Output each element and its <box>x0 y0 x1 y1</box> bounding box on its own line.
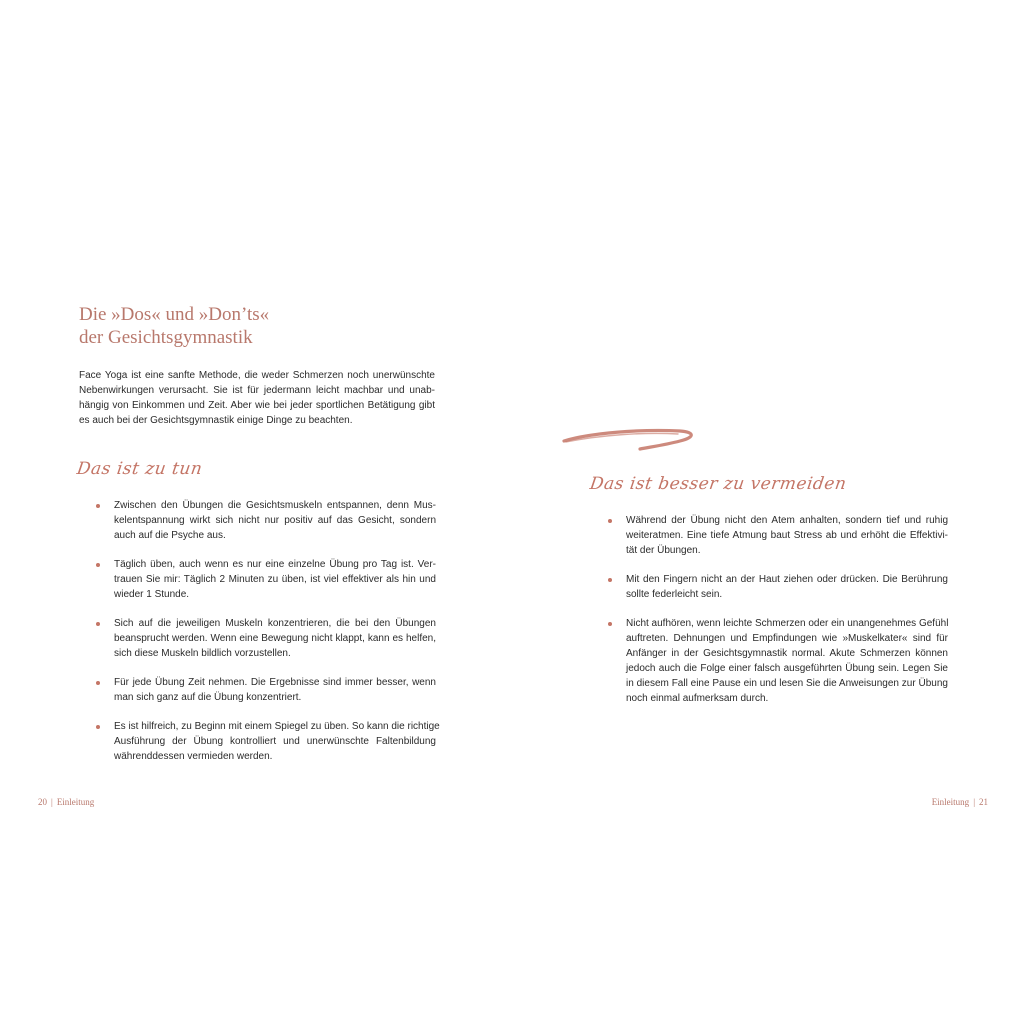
list-item-text <box>114 616 436 661</box>
text-line: Anfänger in der Gesichtsgymnastik normal. Akute Schmerzen können <box>626 648 948 659</box>
list-item <box>608 572 948 602</box>
bullet-dot-icon <box>96 681 100 685</box>
list-item <box>96 719 440 764</box>
text-line: auch auf die Psyche aus. <box>114 530 226 541</box>
text-line: Während der Übung nicht den Atem anhalten, sondern tief und ruhig <box>626 515 948 526</box>
list-item-text <box>114 719 440 764</box>
bullet-dot-icon <box>608 578 612 582</box>
text-line: Sich auf die jeweiligen Muskeln konzentrieren, die bei den Übungen <box>114 618 436 629</box>
do-list <box>96 498 440 778</box>
text-line: Mit den Fingern nicht an der Haut ziehen oder drücken. Die Berührung <box>626 574 948 585</box>
folio-separator: | <box>973 797 975 807</box>
text-line: kelentspannung wirkt sich nicht nur positiv auf das Gesicht, sondern <box>114 515 436 526</box>
text-line: Zwischen den Übungen die Gesichtsmuskeln entspannen, denn Mus- <box>114 500 436 511</box>
dont-list <box>608 513 948 720</box>
text-line: man sich ganz auf die Übung konzentriert. <box>114 692 302 703</box>
page-number: 20 <box>38 797 47 807</box>
text-line: Ausführung der Übung kontrolliert und unerwünschte Faltenbildung <box>114 736 436 747</box>
list-item <box>96 616 436 661</box>
list-item <box>96 675 436 705</box>
right-page <box>512 0 1024 1024</box>
text-line: währenddessen vermieden werden. <box>114 751 273 762</box>
bullet-dot-icon <box>608 622 612 626</box>
list-item-text <box>114 498 436 543</box>
list-item-text <box>626 513 948 558</box>
text-line: beansprucht werden. Wenn eine Bewegung nicht klappt, kann es helfen, <box>114 633 436 644</box>
text-line: Nicht aufhören, wenn leichte Schmerzen oder ein unangenehmes Gefühl <box>626 618 949 629</box>
brush-stroke-icon <box>560 423 700 457</box>
text-line: auftreten. Dehnungen und Empfindungen wie »Muskelkater« sind für <box>626 633 948 644</box>
text-line: noch einmal aufmerksam durch. <box>626 693 769 704</box>
page-folio-left <box>38 797 94 807</box>
list-item-text <box>626 616 948 706</box>
bullet-dot-icon <box>96 563 100 567</box>
bullet-dot-icon <box>96 725 100 729</box>
section-title-line-2: der Gesichtsgymnastik <box>79 327 253 348</box>
bullet-dot-icon <box>96 622 100 626</box>
list-item <box>608 616 948 706</box>
section-title <box>79 303 459 349</box>
folio-label: Einleitung <box>931 797 970 807</box>
intro-paragraph <box>79 368 435 428</box>
text-line: Es ist hilfreich, zu Beginn mit einem Spiegel zu üben. So kann die richtige <box>114 721 440 732</box>
text-line: in diesem Fall eine Pause ein und lesen Sie die Anweisungen zur Übung <box>626 678 948 689</box>
text-line: wieder 1 Stunde. <box>114 589 190 600</box>
bullet-dot-icon <box>96 504 100 508</box>
list-item <box>608 513 948 558</box>
intro-line: Face Yoga ist eine sanfte Methode, die weder Schmerzen noch unerwünschte <box>79 370 435 381</box>
intro-line: hängig von Einkommen und Zeit. Aber wie bei jeder sportlichen Betätigung gibt <box>79 400 435 411</box>
text-line: Täglich üben, auch wenn es nur eine einzelne Übung pro Tag ist. Ver- <box>114 559 436 570</box>
text-line: Für jede Übung Zeit nehmen. Die Ergebnisse sind immer besser, wenn <box>114 677 436 688</box>
do-heading: Das ist zu tun <box>75 459 204 479</box>
folio-label: Einleitung <box>56 797 95 807</box>
list-item <box>96 498 436 543</box>
text-line: weiteratmen. Eine tiefe Atmung baut Stress ab und erhöht die Effektivi- <box>626 530 948 541</box>
list-item-text <box>626 572 948 602</box>
bullet-dot-icon <box>608 519 612 523</box>
intro-line: es auch bei der Gesichtsgymnastik einige Dinge zu beachten. <box>79 415 353 426</box>
text-line: sich diese Muskeln bildlich vorzustellen. <box>114 648 291 659</box>
section-title-line-1: Die »Dos« und »Don’ts« <box>79 304 270 325</box>
folio-separator: | <box>51 797 53 807</box>
text-line: sollte federleicht sein. <box>626 589 723 600</box>
text-line: jedoch auch die Folge einer falsch ausgeführten Übung sein. Legen Sie <box>626 663 948 674</box>
list-item-text <box>114 675 436 705</box>
text-line: trauen Sie mir: Täglich 2 Minuten zu üben, ist viel effektiver als hin und <box>114 574 436 585</box>
page-folio-right <box>932 797 988 807</box>
list-item-text <box>114 557 436 602</box>
text-line: tät der Übungen. <box>626 545 701 556</box>
page-number: 21 <box>979 797 988 807</box>
list-item <box>96 557 436 602</box>
intro-line: Nebenwirkungen verursacht. Sie ist für jedermann leicht machbar und unab- <box>79 385 435 396</box>
dont-heading: Das ist besser zu vermeiden <box>588 474 848 494</box>
